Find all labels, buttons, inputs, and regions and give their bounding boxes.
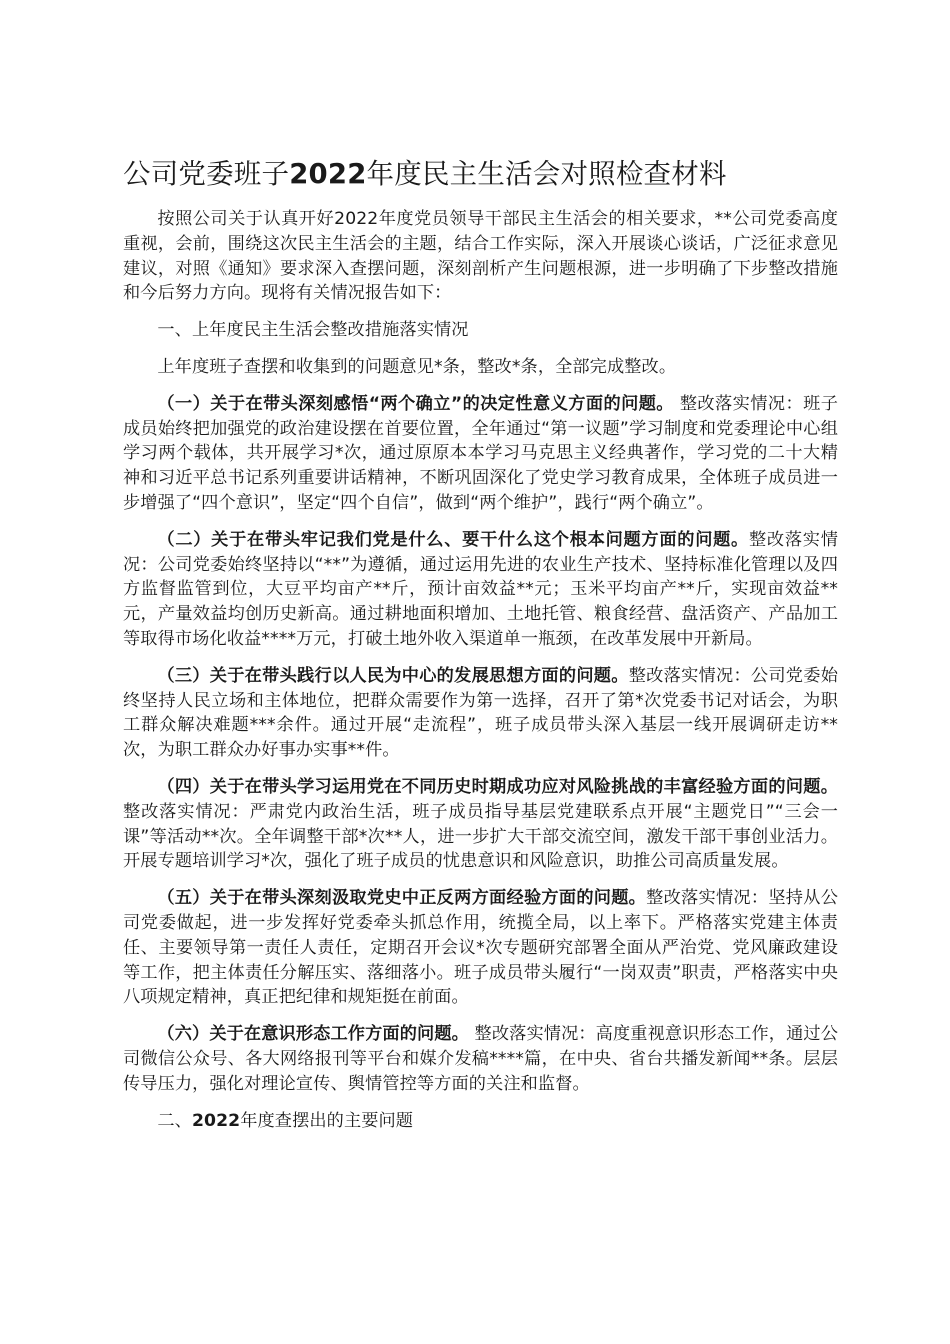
section-2-heading (123, 1109, 838, 1134)
title-suffix: 年度民主生活会对照检查材料 (366, 158, 727, 190)
item-body: 整改落实情况：坚持从公司党委做起，进一步发挥好党委牵头抓总作用，统揽全局，以上率下。严格落实党建主体责任、主要领导第一责任人责任，定期召开会议*次专题研究部署全面从严治党、党风廉政建设等工作，把主体责任分解压实、落细落小。班子成员带头履行“一岗双责”职责，严格落实中央八项规定精神，真正把纪律和规矩挺在前面。 (123, 888, 838, 1008)
rectification-item (123, 528, 838, 652)
rectification-item (123, 664, 838, 763)
document-title (123, 152, 727, 196)
intro-paragraph: 按照公司关于认真开好2022年度党员领导干部民主生活会的相关要求，**公司党委高度重视，会前，围绕这次民主生活会的主题，结合工作实际，深入开展谈心谈话，广泛征求意见建议，对照《通知》要求深入查摆问题，深刻剖析产生问题根源，进一步明确了下步整改措施和今后努力方向。现将有关情况报告如下： (123, 209, 838, 304)
item-title: （五）关于在带头深刻汲取党史中正反两方面经验方面的问题。 (157, 888, 647, 909)
item-body: 整改落实情况：高度重视意识形态工作，通过公司微信公众号、各大网络报刊等平台和媒介发稿****篇，在中央、省台共播发新闻**条。层层传导压力，强化对理论宣传、舆情管控等方面的关注和监督。 (123, 1024, 838, 1094)
item-title: （三）关于在带头践行以人民为中心的发展思想方面的问题。 (157, 665, 629, 686)
title-year: 2022 (289, 158, 367, 190)
rectification-item (123, 886, 838, 1010)
item-title: （四）关于在带头学习运用党在不同历史时期成功应对风险挑战的丰富经验方面的问题。 (157, 776, 838, 797)
item-body: 整改落实情况：严肃党内政治生活，班子成员指导基层党建联系点开展“主题党日”“三会一课”等活动**次。全年调整干部*次**人，进一步扩大干部交流空间，激发干部干事创业活力。开展专题培训学习*次，强化了班子成员的忧患意识和风险意识，助推公司高质量发展。 (123, 801, 838, 872)
document-body (123, 207, 838, 1145)
section-1-summary: 上年度班子查摆和收集到的问题意见*条，整改*条，全部完成整改。 (157, 356, 677, 377)
section-2-suffix: 年度查摆出的主要问题 (240, 1110, 414, 1131)
item-body: 整改落实情况：公司党委始终坚持人民立场和主体地位，把群众需要作为第一选择，召开了第*次党委书记对话会，为职工群众解决难题***余件。通过开展“走流程”，班子成员带头深入基层一线开展调研走访**次，为职工群众办好事办实事**件。 (123, 665, 839, 761)
rectification-item (123, 775, 838, 874)
title-prefix: 公司党委班子 (123, 158, 290, 190)
section-2-year: 2022 (191, 1110, 241, 1131)
rectification-item (123, 392, 838, 516)
rectification-item (123, 1022, 838, 1096)
item-body: 整改落实情况：公司党委始终坚持以“**”为遵循，通过运用先进的农业生产技术、坚持标准化管理以及四方监督监管到位，大豆平均亩产**斤，预计亩效益**元；玉米平均亩产**斤，实现亩效益**元，产量效益均创历史新高。通过耕地面积增加、土地托管、粮食经营、盘活资产、产品加工等取得市场化收益****万元，打破土地外收入渠道单一瓶颈，在改革发展中开新局。 (123, 529, 838, 649)
item-body: 整改落实情况：班子成员始终把加强党的政治建设摆在首要位置，全年通过“第一议题”学习制度和党委理论中心组学习两个载体，共开展学习*次，通过原原本本学习马克思主义经典著作，学习党的二十大精神和习近平总书记系列重要讲话精神，不断巩固深化了党史学习教育成果，全体班子成员进一步增强了“四个意识”，坚定“四个自信”，做到“两个维护”，践行“两个确立”。 (123, 393, 838, 513)
item-title: （一）关于在带头深刻感悟“两个确立”的决定性意义方面的问题。 (157, 393, 674, 414)
item-title: （六）关于在意识形态工作方面的问题。 (157, 1024, 469, 1045)
item-title: （二）关于在带头牢记我们党是什么、要干什么这个根本问题方面的问题。 (157, 529, 749, 550)
section-1-heading: 一、上年度民主生活会整改措施落实情况 (157, 320, 469, 341)
section-2-prefix: 二、 (157, 1110, 192, 1131)
